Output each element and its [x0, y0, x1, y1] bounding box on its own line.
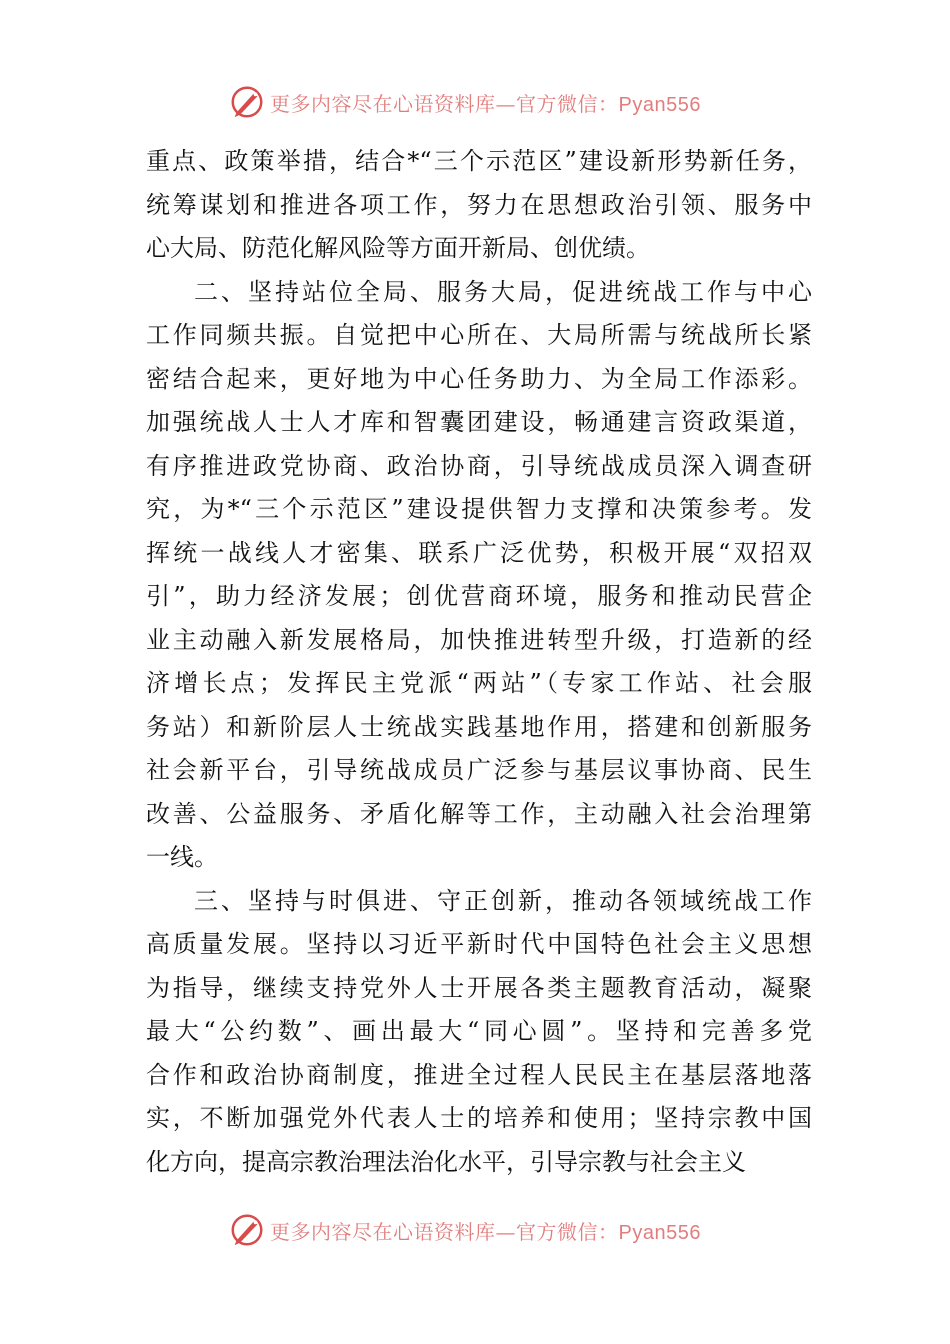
text-line: 统筹谋划和推进各项工作，努力在思想政治引领、服务中	[146, 190, 812, 219]
text-line: 密结合起来，更好地为中心任务助力、为全局工作添彩。	[146, 364, 812, 393]
text-line: 济增长点；发挥民主党派“两站”（专家工作站、社会服	[146, 669, 812, 697]
text-line: 一线。	[146, 843, 218, 871]
footer-banner	[228, 1208, 701, 1252]
text-line: 二、坚持站位全局、服务大局，促进统战工作与中心	[194, 277, 812, 306]
banner-text	[270, 88, 701, 117]
text-line: 工作同频共振。自觉把中心所在、大局所需与统战所长紧	[146, 321, 812, 349]
text-line: 合作和政治协商制度，推进全过程人民民主在基层落地落	[146, 1060, 812, 1089]
text-line: 三、坚持与时俱进、守正创新，推动各领域统战工作	[194, 886, 812, 915]
text-line: 业主动融入新发展格局，加快推进转型升级，打造新的经	[146, 625, 812, 654]
pen-circle-logo-icon	[228, 83, 266, 121]
text-line: 改善、公益服务、矛盾化解等工作，主动融入社会治理第	[146, 799, 812, 828]
wechat-id: Pyan556	[618, 93, 701, 116]
text-line: 为指导，继续支持党外人士开展各类主题教育活动，凝聚	[146, 973, 812, 1002]
text-line: 心大局、防范化解风险等方面开新局、创优绩。	[146, 234, 650, 262]
text-line: 化方向，提高宗教治理法治化水平，引导宗教与社会主义	[146, 1147, 746, 1176]
text-line: 最大“公约数”、画出最大“同心圆”。坚持和完善多党	[146, 1017, 812, 1045]
text-line: 实，不断加强党外代表人士的培养和使用；坚持宗教中国	[146, 1104, 812, 1132]
text-line: 社会新平台，引导统战成员广泛参与基层议事协商、民生	[146, 756, 812, 784]
banner-caption: 更多内容尽在心语资料库—官方微信：	[270, 91, 619, 116]
paragraph	[146, 271, 812, 880]
document-body	[146, 140, 812, 1184]
paragraph	[146, 880, 812, 1185]
text-line: 引”，助力经济发展；创优营商环境，服务和推动民营企	[146, 582, 812, 610]
text-line: 挥统一战线人才密集、联系广泛优势，积极开展“双招双	[146, 538, 812, 567]
pen-circle-logo-icon	[228, 1211, 266, 1249]
header-banner	[228, 80, 701, 124]
wechat-id: Pyan556	[618, 1221, 701, 1244]
banner-caption: 更多内容尽在心语资料库—官方微信：	[270, 1219, 619, 1244]
banner-text	[270, 1216, 701, 1245]
text-line: 加强统战人士人才库和智囊团建设，畅通建言资政渠道，	[146, 408, 812, 436]
text-line: 高质量发展。坚持以习近平新时代中国特色社会主义思想	[146, 930, 812, 958]
text-line: 务站）和新阶层人士统战实践基地作用，搭建和创新服务	[146, 712, 812, 741]
text-line: 究，为*“三个示范区”建设提供智力支撑和决策参考。发	[146, 495, 812, 523]
paragraph	[146, 140, 812, 271]
text-line: 有序推进政党协商、政治协商，引导统战成员深入调查研	[146, 451, 812, 480]
text-line: 重点、政策举措，结合*“三个示范区”建设新形势新任务，	[146, 147, 812, 175]
